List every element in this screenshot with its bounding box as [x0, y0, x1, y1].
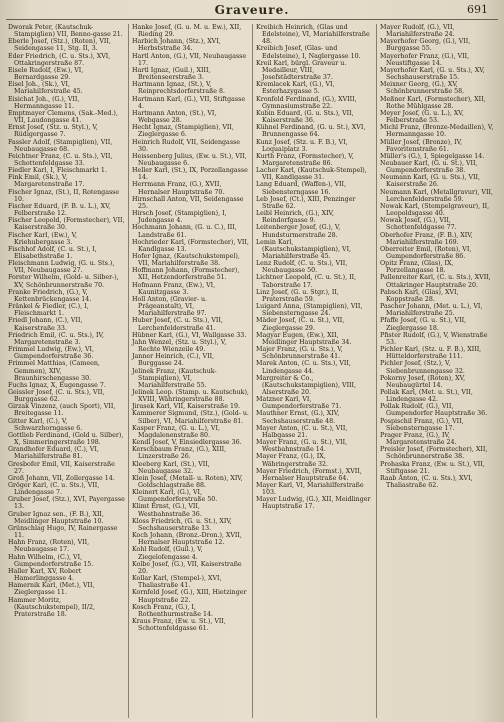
directory-entry: Kollar Karl, (Stempel-), XVI, Thaliastraße 41. — [132, 575, 222, 590]
directory-entry: Müller Josef, (Bronze), IV, Favoritenstraße 61. — [380, 138, 463, 153]
directory-entry: Opitz Franz, (Glas), IX, Porzellangasse 18. — [380, 260, 454, 275]
directory-entry: Herrmann Franz, (G.), XVII, Hernalser Hauptstraße 70. — [132, 181, 225, 196]
directory-entry: Fischer Leopold, (Formstecher), VII, Kaiserstraße 30. — [8, 217, 125, 232]
directory-entry: Forster Wilhelm, (Gold- u. Silber-), XV, Schönbrunnerstraße 70. — [8, 274, 119, 289]
directory-entry: Lacher Karl, (Kautschuk-Stempel), VII, Kandlgasse 31. — [256, 167, 367, 182]
directory-entry: Fischer Karl, (Ew.), V, Kriehubergasse 3. — [8, 231, 78, 246]
directory-entry: Eberle Josef, (Stz.), (Roten), VII, Seidengasse 11, Stg. II, 3. — [8, 38, 111, 53]
directory-entry: Eisele Rudolf, (Ew.), VI, Bernardgasse 29. — [8, 66, 84, 82]
directory-entry: Fischer Ignaz, (St.), II, Rotengasse 10. — [8, 188, 120, 203]
directory-entry: Raab Anton, (C. u. Sts.), XVI, Thaliastraße 62. — [380, 474, 473, 489]
directory-entry: Luigard Anna, (Stampiglien), VII, Siebensterngasse 24. — [256, 303, 363, 318]
directory-entry: Kraus Franz, (Ew. u. St.), VII, Schottenfeldgasse 61. — [132, 617, 226, 633]
directory-entry: Friedrich Emil, (C. u. Sts.), IV, Margaretenstraße 3. — [8, 331, 104, 346]
directory-entry: Heinrich Rudolf, VII, Seidengasse 30. — [132, 138, 241, 153]
directory-entry: Jirasek Karl, VII, Kaiserstraße 19. — [132, 403, 241, 411]
directory-entry: Kremlacek Karl, (G.), VI, Esterhazygasse 5. — [256, 81, 335, 96]
directory-entry: Klein Josef, (Metall- u. Roten), XIV, Goldschlagstraße 88. — [132, 474, 243, 489]
directory-entry: Gröger Karl, (C. u. Sts.), VII, Lindengasse 7. — [8, 482, 100, 497]
directory-entry: Prohaska Franz, (Ew. u. St.), VII, Stiftgasse 21. — [380, 460, 485, 475]
directory-entry: Mäder Josef, (C. u. St.), VII, Zieglergasse 29. — [256, 317, 345, 332]
directory-entry: Kerschbaum Franz, (G.), XIII, Linzerstraße 26. — [132, 446, 227, 461]
directory-entry: Friedl Johann, (C.), VII, Kaiserstraße 33. — [8, 317, 83, 332]
directory-entry: Pollak Rudolf, (G.), VII, Gumpendorfer Hauptstraße 36. — [380, 403, 488, 418]
directory-entry: Grünschlag Hugo, IV, Rainergasse 11. — [8, 524, 118, 540]
directory-entry: Kubin Eduard, (G. u. Sts.), VII, Kaiserstraße 36. — [256, 109, 354, 125]
directory-entry: Kunz Josef, (Stz. u. F. B.), VI, Loquaiplatz 3. — [256, 138, 348, 153]
directory-entry: Mayer Ludwig, (G.), XII, Meidlinger Hauptstraße 17. — [256, 496, 371, 511]
directory-entry: Huber Josef, (C. u. Sts.), VII, Lerchenfelderstraße 41. — [132, 317, 223, 332]
directory-entry: Eisel Joh., (Sk.), VI, Mariahilferstraße 45. — [8, 81, 83, 96]
directory-entry: Hartl Anton, (G.), VII, Neubaugasse 17. — [132, 52, 247, 67]
directory-entry: Pfister Rudolf, (G.), V, Wienstraße 53. — [380, 331, 488, 346]
directory-entry: Müller's (G.), I, Spiegelgasse 14. — [380, 152, 485, 160]
directory-entry: Geissler Josef, (C. u. Sts.), VII, Burggasse 62. — [8, 388, 105, 404]
directory-entry: Marek Anton, (C. u. Sts.), VII, Lindengasse 44. — [256, 360, 351, 375]
directory-entry: Prager Franz, (G.), IV, Margaretenstraße 24. — [380, 431, 457, 447]
header-rule — [6, 19, 498, 20]
directory-entry: Kloss Friedrich, (G. u. St.), XIV, Sechshauserstraße 13. — [132, 517, 232, 532]
column-3 — [253, 24, 377, 718]
directory-entry: Kosch Franz, (G.), I, Rothenthurmstraße 14. — [132, 603, 213, 618]
directory-entry: Fiedler Karl, I, Fleischmarkt 1. — [8, 167, 107, 175]
directory-entry: Heller Karl, (St.), IX, Porzellangasse 14. — [132, 167, 248, 182]
directory-entry: Oberhofer Franz, (F. B.), XIV, Mariahilferstraße 169. — [380, 231, 473, 246]
directory-entry: Pfaffe Josef, (G. u. St.), VII, Zieglergasse 18. — [380, 317, 467, 332]
directory-entry: Heissenberg Julius, (Ew. u. St.), VII, Neubaugasse 6. — [132, 152, 247, 167]
directory-entry: Hahn Wilhelm, (C.), VI, Gumpendorferstraße 15. — [8, 553, 94, 568]
directory-entry: Pabsch Karl, (Glas), XVI, Koppstraße 28. — [380, 288, 459, 303]
page-number: 691 — [467, 3, 488, 16]
directory-entry: Pichler Josef, (Stz.), V, Siebenbrunnengasse 32. — [380, 360, 465, 375]
directory-entry: Groß Johann, VII, Zollergasse 14. — [8, 474, 115, 482]
directory-entry: Majer Franz, (G. u. Sts.), V, Schönbrunnerstraße 41. — [256, 346, 343, 361]
directory-entry: Fischhof Adolf, (C. u. St.), I, Elisabethstraße 1. — [8, 245, 97, 260]
directory-entry: Hahn Franz, (Roten), VII, Neubaugasse 17. — [8, 539, 90, 554]
directory-entry: Mauthner Ernst, (G.), XIV, Sechshauserstraße 48. — [256, 410, 340, 425]
directory-entry: Matzner Karl, VI, Gumpendorferstraße 71. — [256, 396, 342, 411]
directory-entry: Fränkel & Fiedler, (C.), I, Fleischmarkt 1. — [8, 303, 89, 318]
directory-entry: Kleeberg Karl, (St.), VII, Neubaugasse 32. — [132, 460, 210, 475]
directory-entry: Pallenreiter Karl, (C. u. Sts.), XVII, Ottakringer Hauptstraße 20. — [380, 274, 491, 289]
directory-entry: Kolbe Josef, (G.), VII, Kaiserstraße 20. — [132, 560, 242, 575]
directory-entry: Leibl Heinrich, (G.), XIV, Reindorfgasse 9. — [256, 210, 335, 225]
directory-entry: Janner Heinrich, (C.), VII, Burggasse 24. — [132, 353, 215, 368]
directory-entry: Frimmel Ludwig, (Ew.), VI, Gumpendorferstraße 36. — [8, 346, 94, 361]
page-header — [0, 3, 504, 19]
directory-entry: Kasper Franz, (G. u. L.), VI, Magdalenenstraße 80. — [132, 424, 220, 439]
directory-entry: Eder Friedrich, (C. u. Sts.), XVI, Ottakringerstraße 87. — [8, 52, 111, 67]
directory-entry: Hübner Karl, (G.), VI, Wallgasse 33. — [132, 331, 247, 339]
directory-entry: Gresbofer Emil, VII, Kaiserstraße 27. — [8, 460, 115, 475]
directory-entry: Fuchs Ignaz, X, Eugengasse 7. — [8, 381, 106, 389]
directory-entry: Kurth Franz, (Formstecher), V, Margaretenstraße 86. — [256, 152, 354, 167]
directory-entry: Grandhofer Eduard, (C.), VI, Mariahilferstraße 81. — [8, 446, 99, 461]
directory-entry: Mayerhofer Franz, (G.), VII, Neustiftgasse 14. — [380, 52, 470, 67]
directory-entry: Lemin Karl, (Kautschukstampiglien), VI, Mariahilferstraße 45. — [256, 238, 352, 260]
directory-entry: Fink Emil, (Sk.), V, Margaretenstraße 17. — [8, 174, 85, 189]
directory-entry: Jelinek Franz, (Kautschuk-Stampiglien), VI, Mariahilferstraße 55. — [132, 367, 217, 389]
directory-entry: Pokorny Josef, (Roten), XV, Neubaugürtel 14. — [380, 374, 466, 389]
directory-columns — [5, 24, 500, 718]
directory-entry: Neubauer Karl, (G. u. St.), VII, Gumpendorferstraße 38. — [380, 159, 478, 175]
directory-entry: Harbich Johann, (Stz.), XVI, Herbststraße 34. — [132, 38, 221, 53]
directory-entry: Oberreiter Emil, (Roten), VI, Gumpendorferstraße 86. — [380, 245, 472, 260]
directory-entry: Feichtner Franz, (C. u. Sts.), VII, Schottenfeldgasse 33. — [8, 152, 113, 167]
column-4 — [377, 24, 500, 718]
directory-entry: Lichtner Leopold, (C. u. St.), II, Taborstraße 17. — [256, 274, 357, 289]
directory-entry: Mayer Rudolf, (G.), VII, Mariahilferstraße 24. — [380, 24, 455, 39]
directory-entry: Girzak Vinzenz, (auch Sport), VII, Breitegasse 11. — [8, 403, 116, 418]
directory-entry: Mayer Karl, VI, Mariahilferstraße 103. — [256, 482, 364, 497]
directory-entry: Frimmel Matthias, (Cameen, Gemmen), XIV, Braunhirschengasse 30. — [8, 360, 100, 382]
directory-entry: Lenz Rudolf, (C. u. Sts.), VII, Neubaugasse 50. — [256, 260, 348, 275]
directory-entry: Margreiter & Co., (Kautschukstampiglien), VIII, Alserstraße 20. — [256, 374, 357, 396]
directory-entry: Gruber Josef, (Stz.), XVI, Payergasse 13. — [8, 496, 125, 511]
directory-entry: Hirnschall Anton, VII, Seidengasse 25. — [132, 195, 244, 210]
directory-entry: Fleischmann Ludwig, (G. u. Sts.), VII, Neubaugasse 27. — [8, 260, 115, 275]
directory-entry: Hofer Ignaz, (Kautschukstempel), VII, Mariahilferstraße 38. — [132, 253, 240, 268]
directory-entry: Kohl Rudolf, (Guil.), V, Ziegelofengasse 4. — [132, 546, 203, 561]
column-1 — [5, 24, 129, 718]
directory-entry: Pichler Karl, (Stz. u. F. B.), XIII, Hütteldorferstraße 111. — [380, 346, 482, 361]
directory-entry: Hanke Josef, (G. u. M. u. Ew.), XII, Rieding 29. — [132, 24, 242, 39]
directory-entry: Gottlieb Ferdinand, (Gold u. Silber), X, Simmeringerstraße 198. — [8, 431, 124, 447]
directory-entry: Kammerer Sigmund, (Stz.), (Gold- u. Silber), VI, Mariahilferstraße 81. — [132, 410, 249, 425]
directory-entry: Jelinek Leop. (Stamp. u. Kautschuk), XVIII, Währingerstraße 88. — [132, 388, 249, 404]
directory-entry: Neumann Karl, (G. u. Sts.), VII, Kaiserstraße 26. — [380, 174, 480, 189]
directory-entry: Koch Johann, (Bronz.-Dron.), XVII, Hernalser Hauptstraße 12. — [132, 532, 242, 547]
directory-entry: Kleinert Karl, (G.), VI, Gumpendorferstraße 50. — [132, 489, 218, 504]
directory-entry: Fischer Eduard, (F. B. u. L.), XV, Felberstraße 12. — [8, 202, 111, 218]
directory-entry: Meixner Georg, (G.), XV, Schönbrunnerstraße 58. — [380, 81, 465, 96]
directory-entry: Gitter Karl, (C.), V, Schwarzhorngasse 6. — [8, 417, 83, 432]
directory-entry: Franke Friedrich, (G.), V, Kettenbrückengasse 14. — [8, 288, 92, 303]
directory-entry: Ernst Josef, (Stz. u. Styl.), V, Rüdigergasse 7. — [8, 124, 98, 139]
directory-entry: Haller Karl, XV, Robert Hamerlinggasse 4. — [8, 567, 82, 583]
directory-entry: Meßner Karl, (Formstecher), XII, Rothe Mühlgasse 28. — [380, 95, 486, 110]
directory-entry: Hamernik Karl, (Met.), VII, Zieglergasse 11. — [8, 582, 95, 597]
directory-entry: Fassler Adolf, (Stampiglien), VII, Neubaugasse 68. — [8, 138, 113, 153]
directory-entry: Gruber Ignaz sen., (F. B.), XII, Meidlinger Hauptstraße 10. — [8, 510, 104, 525]
section-title: Graveure. — [214, 3, 290, 17]
directory-entry: Mayer Anton, (C. u. St.), VII, Halbgasse 21. — [256, 424, 348, 439]
directory-entry: Kronfeld Ferdinand, (G.), XVIII, Gymnasiumstraße 22. — [256, 95, 357, 110]
directory-entry: Dworak Peter, (Kautschuk-Stampiglien) VII, Benno-gasse 21. — [8, 24, 123, 39]
directory-entry: Pospischil Franz, (G.), VII, Siebensterngasse 17. — [380, 417, 464, 432]
directory-entry: Preisler Josef, (Formstecher), XII, Schönbrunnerstraße 38. — [380, 446, 488, 461]
directory-entry: Hochrieder Karl, (Formstecher), VII, Kandlgasse 13. — [132, 238, 249, 253]
directory-entry: Leitenberger Josef, (G.), V, Hundsturmerstraße 28. — [256, 224, 341, 239]
directory-entry: Hecht Ignaz, (Stampiglien), VII, Zieglergasse 6. — [132, 124, 234, 139]
directory-entry: Neumann Karl, (Metallgravur), VII, Lerchenfelderstraße 59. — [380, 188, 493, 203]
directory-entry: Hoffmann Johann, (Formstecher), XII, Hetzendorferstraße 51. — [132, 267, 240, 282]
directory-entry: Hartmann Anton, (St.), VI, Webgasse 28. — [132, 109, 217, 125]
directory-entry: Mayer Friedrich, (Formst.), XVII, Hernalser Hauptstraße 64. — [256, 467, 362, 482]
directory-entry: Kreil Karl, bürgl. Graveur u. Medailleur, VIII, Josefstädterstraße 37. — [256, 59, 347, 82]
directory-entry: Hartl Ignaz, (Guil.), XIII, Breitenseerstraße 3. — [132, 66, 211, 82]
directory-entry: Hammer Moritz, (Kautschukstempel), II/2, Praterstraße 18. — [8, 596, 95, 618]
directory-entry: Pascher Johann, (Met. u. L.), VI, Mariahilferstraße 25. — [380, 303, 483, 318]
directory-entry: Hochmann Johann, (G. u. C.), III, Landstraße 61. — [132, 224, 237, 239]
directory-entry: Jahn Wenzel, (Stz. u. Styl.), V, Rechte Wienzeile 49. — [132, 338, 227, 354]
directory-entry: Holl Anton, (Gravier- u. Prägeanstalt), VI, Mariahilferstraße 97. — [132, 295, 208, 318]
directory-entry: Linz Josef, (G. u. Stgr.), II, Praterstraße 59. — [256, 288, 339, 303]
directory-entry: Hofmann Franz, (Ew.), VI, Kaunitzgasse 3. — [132, 281, 216, 296]
directory-entry: Kühnel Ferdinand, (G. u. St.), XVI, Brunnengasse 64. — [256, 124, 366, 139]
directory-entry: Hartmann Ignaz, (St.), V, Reinprechtsdorferstraße 8. — [132, 81, 226, 96]
directory-entry: Hirsch Josef, (Stampiglien), I, Judengasse 4. — [132, 210, 227, 225]
directory-entry: Nowak Karl, (Stempelgraveur), II, Leopoldsgasse 40. — [380, 202, 490, 218]
directory-entry: Leb Josef, (Ct.), XIII, Penzinger Straße 62. — [256, 195, 356, 210]
directory-entry: Lang Eduard, (Waffen-), VII, Siebensterngasse 16. — [256, 181, 347, 196]
column-2 — [129, 24, 253, 718]
directory-entry: Nowak Josef, (G.), VII, Schottenfeldgasse 77. — [380, 217, 457, 232]
directory-entry: Mayerhofer Karl, (G. u. Sts.), XV, Sechshauserstraße 15. — [380, 66, 485, 82]
directory-entry: Magyar Eugen, (Ew.), XII, Meidlinger Hauptstraße 34. — [256, 331, 352, 346]
directory-entry: Kreibich Heinrich, (Glas und Edelsteine), VI, Mariahilferstraße 48. — [256, 24, 370, 46]
directory-entry: Mayer Franz, (G. u. St.), VII, Westbahnstraße 14. — [256, 439, 348, 454]
directory-entry: Klimt Ernst, (G.), VII, Westbahnstraße 36. — [132, 503, 202, 518]
directory-entry: Emptmayer Clemens, (Sak.-Med.), VII, Laudongasse 41. — [8, 109, 118, 125]
directory-entry: Mayer Franz, (G.), IX, Währingerstraße 32. — [256, 453, 329, 468]
directory-entry: Hartmann Karl, (G.), VII, Stiftgasse 4. — [132, 95, 246, 110]
directory-entry: Kornfeld Josef, (G.), XIII, Hietzinger Hauptstraße 22. — [132, 589, 247, 604]
directory-entry: Pollak Karl, (Met. u. St.), VII, Lindengasse 42. — [380, 388, 473, 404]
directory-entry: Meyer Josef, (G. u. L.), XV, Felberstraße 53. — [380, 109, 464, 125]
directory-entry: Eisichat Joh., (G.), VII, Hermanngasse 11. — [8, 95, 80, 110]
directory-entry: Michl Franz, (Bronze-Medaillen), V, Hermanngasse 10. — [380, 124, 494, 139]
directory-entry: Mayerhofer Georg, (G.), VII, Burggasse 55. — [380, 38, 471, 53]
directory-entry: Kendl Josef, V, Einsiedlergasse 36. — [132, 439, 242, 447]
directory-entry: Kreibich Josef, (Glas- und Edelsteine), I, Naglergasse 10. — [256, 45, 361, 60]
